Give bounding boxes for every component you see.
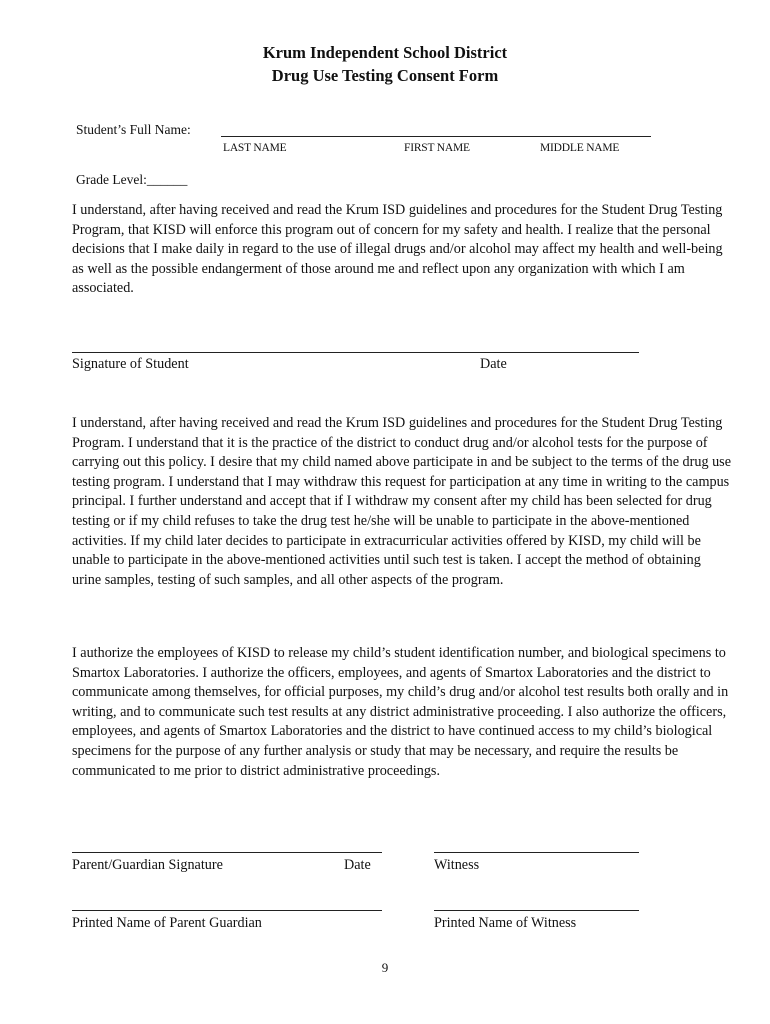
last-name-caption: LAST NAME xyxy=(223,142,287,154)
student-signature-label: Signature of Student xyxy=(72,356,189,372)
student-full-name-label: Student’s Full Name: xyxy=(76,122,191,137)
student-name-field[interactable] xyxy=(221,136,651,137)
middle-name-caption: MIDDLE NAME xyxy=(540,142,620,154)
student-statement-paragraph: I understand, after having received and read the Krum ISD guidelines and procedures for the Student Drug Testing Program, that KISD will enforce this program out of concern for my safety and health. I realize that the personal decisions that I make daily in regard to the use of illegal drugs and/or alcohol may affect my health and well-being as well as the possible endangerment of those around me and reflect upon any organization with which I am associated. xyxy=(72,202,723,297)
authorization-paragraph: I authorize the employees of KISD to release my child’s student identification number, and biological specimens to Smartox Laboratories. I authorize the officers, employees, and agents of Smartox Laboratories and the district to communicate among themselves, for official purposes, my child’s drug and/or alcohol test results both orally and in writing, and to communicate such test results at any district administrative proceeding. I also authorize the officers, employees, and agents of Smartox Laboratories and the district to have continued access to my child’s biological specimens for the purpose of any further analysis or study that may be necessary, and require the results be communicated to me prior to district administrative proceedings. xyxy=(72,645,729,779)
first-name-caption: FIRST NAME xyxy=(404,142,470,154)
witness-label: Witness xyxy=(434,857,480,873)
student-signature-line[interactable] xyxy=(72,352,639,353)
parent-statement-paragraph: I understand, after having received and read the Krum ISD guidelines and procedures for the Student Drug Testing Program. I understand that it is the practice of the district to conduct drug and/or alcohol tests for the purpose of carrying out this policy. I desire that my child named above participate in and be subject to the terms of the drug use testing program. I understand that I may withdraw this request for participation at any time in writing to the campus principal. I further understand and accept that if I withdraw my consent after my child has been selected for drug testing or if my child refuses to take the drug test he/she will be unable to participate in the above-mentioned activities. If my child later decides to participate in extracurricular activities offered by KISD, my child will be unable to participate in the above-mentioned activities until such test is taken. I accept the method of obtaining urine samples, testing of such samples, and all other aspects of the program. xyxy=(72,415,731,588)
parent-signature-line[interactable] xyxy=(72,852,382,853)
parent-printed-name-label: Printed Name of Parent Guardian xyxy=(72,915,262,931)
parent-printed-name-line[interactable] xyxy=(72,910,382,911)
witness-printed-name-line[interactable] xyxy=(434,910,639,911)
form-title: Drug Use Testing Consent Form xyxy=(271,66,499,85)
district-title: Krum Independent School District xyxy=(262,43,508,62)
student-date-label: Date xyxy=(480,356,507,372)
witness-printed-name-label: Printed Name of Witness xyxy=(434,915,577,931)
witness-signature-line[interactable] xyxy=(434,852,639,853)
parent-date-label: Date xyxy=(344,857,371,873)
page-number: 9 xyxy=(381,960,389,975)
grade-level-field[interactable]: Grade Level:______ xyxy=(76,172,188,187)
parent-signature-label: Parent/Guardian Signature xyxy=(72,857,223,873)
